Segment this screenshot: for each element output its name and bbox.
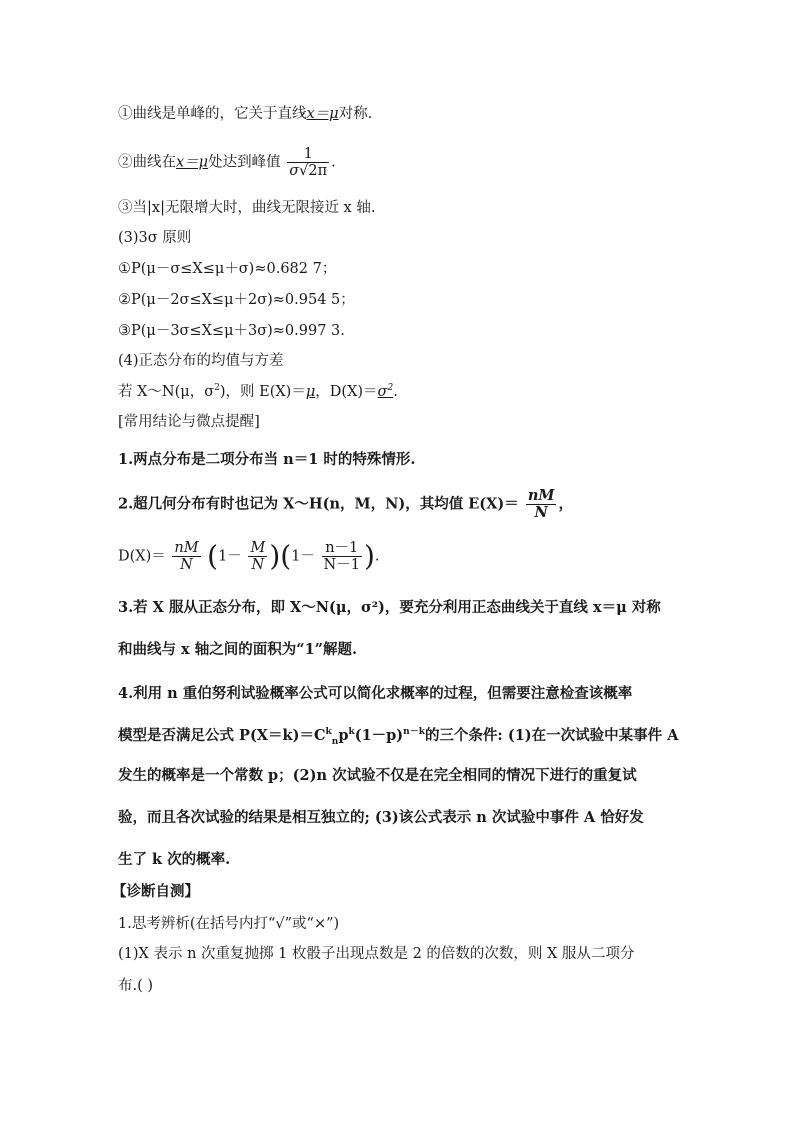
heading-conclusions: [常用结论与微点提醒]: [118, 414, 260, 430]
rule-2sigma: ②P(μ－2σ≤X≤μ＋2σ)≈0.954 5；: [118, 292, 355, 308]
conclusion-4-line-4: 验，而且各次试验的结果是相互独立的; (3)该公式表示 n 次试验中事件 A 恰好发: [118, 809, 644, 826]
property-line-3: ③当|x|无限增大时，曲线无限接近 x 轴.: [118, 200, 376, 216]
conclusion-4-line-2: 模型是否满足公式 $P(X=k)=C^k_np^k(1-p)^{n-k}$的三个条件: (1)在一次试验中某事件 A: [118, 727, 679, 747]
property-line-2: ②曲线在x＝μ处达到峰值 $\frac{1}{\sigma√2\pi}$ .: [118, 146, 336, 179]
rule-1sigma: ①P(μ－σ≤X≤μ＋σ)≈0.682 7；: [118, 261, 337, 277]
peak-fraction: $\frac{1}{\sigma√2\pi}$: [289, 146, 328, 179]
conclusion-1: 1.两点分布是二项分布当 n＝1 时的特殊情形.: [118, 451, 416, 468]
question-1-instruction: 1.思考辨析(在括号内打“√”或“×”): [118, 916, 340, 932]
property-line-1: ①曲线是单峰的，它关于直线x＝μ对称.: [118, 106, 373, 122]
conclusion-4-line-5: 生了 k 次的概率.: [118, 851, 231, 868]
conclusion-3-line-1: 3.若 X 服从正态分布，即 X～N(μ，σ²)，要充分利用正态曲线关于直线 x＝μ 对称: [118, 599, 661, 616]
hypergeometric-mean-fraction: $\frac{nM}{N}$: [527, 487, 555, 521]
variance-formula: D(X)＝ $\frac{nM}{N}$ (1－ $\frac{M}{N}$ )(1－ $\frac{n-1}{N-1}$ ).: [118, 539, 380, 573]
question-1-item-1-line-2: 布.( ): [118, 978, 154, 994]
question-1-item-1-line-1: (1)X 表示 n 次重复抛掷 1 枚骰子出现点数是 2 的倍数的次数，则 X 服从二项分: [118, 946, 635, 962]
heading-self-test: 【诊断自测】: [112, 883, 199, 900]
conclusion-3-line-2: 和曲线与 x 轴之间的面积为“1”解题.: [118, 641, 358, 658]
conclusion-4-line-3: 发生的概率是一个常数 p；(2)n 次试验不仅是在完全相同的情况下进行的重复试: [118, 767, 637, 784]
section-3sigma: (3)3σ 原则: [118, 230, 192, 246]
section-mean-variance: (4)正态分布的均值与方差: [118, 353, 284, 369]
conclusion-4-line-1: 4.利用 n 重伯努利试验概率公式可以简化求概率的过程，但需要注意检查该概率: [118, 685, 633, 702]
conclusion-2: 2.超几何分布有时也记为 X～H(n，M，N)，其均值 E(X)＝ $\frac{nM}{N}$ ，: [118, 487, 573, 521]
mean-variance-formula: 若 X～N(μ，$\sigma^2$)，则 E(X)＝μ，$D(X)=\sigma^2$.: [118, 383, 398, 400]
rule-3sigma: ③P(μ－3σ≤X≤μ＋3σ)≈0.997 3.: [118, 323, 345, 339]
